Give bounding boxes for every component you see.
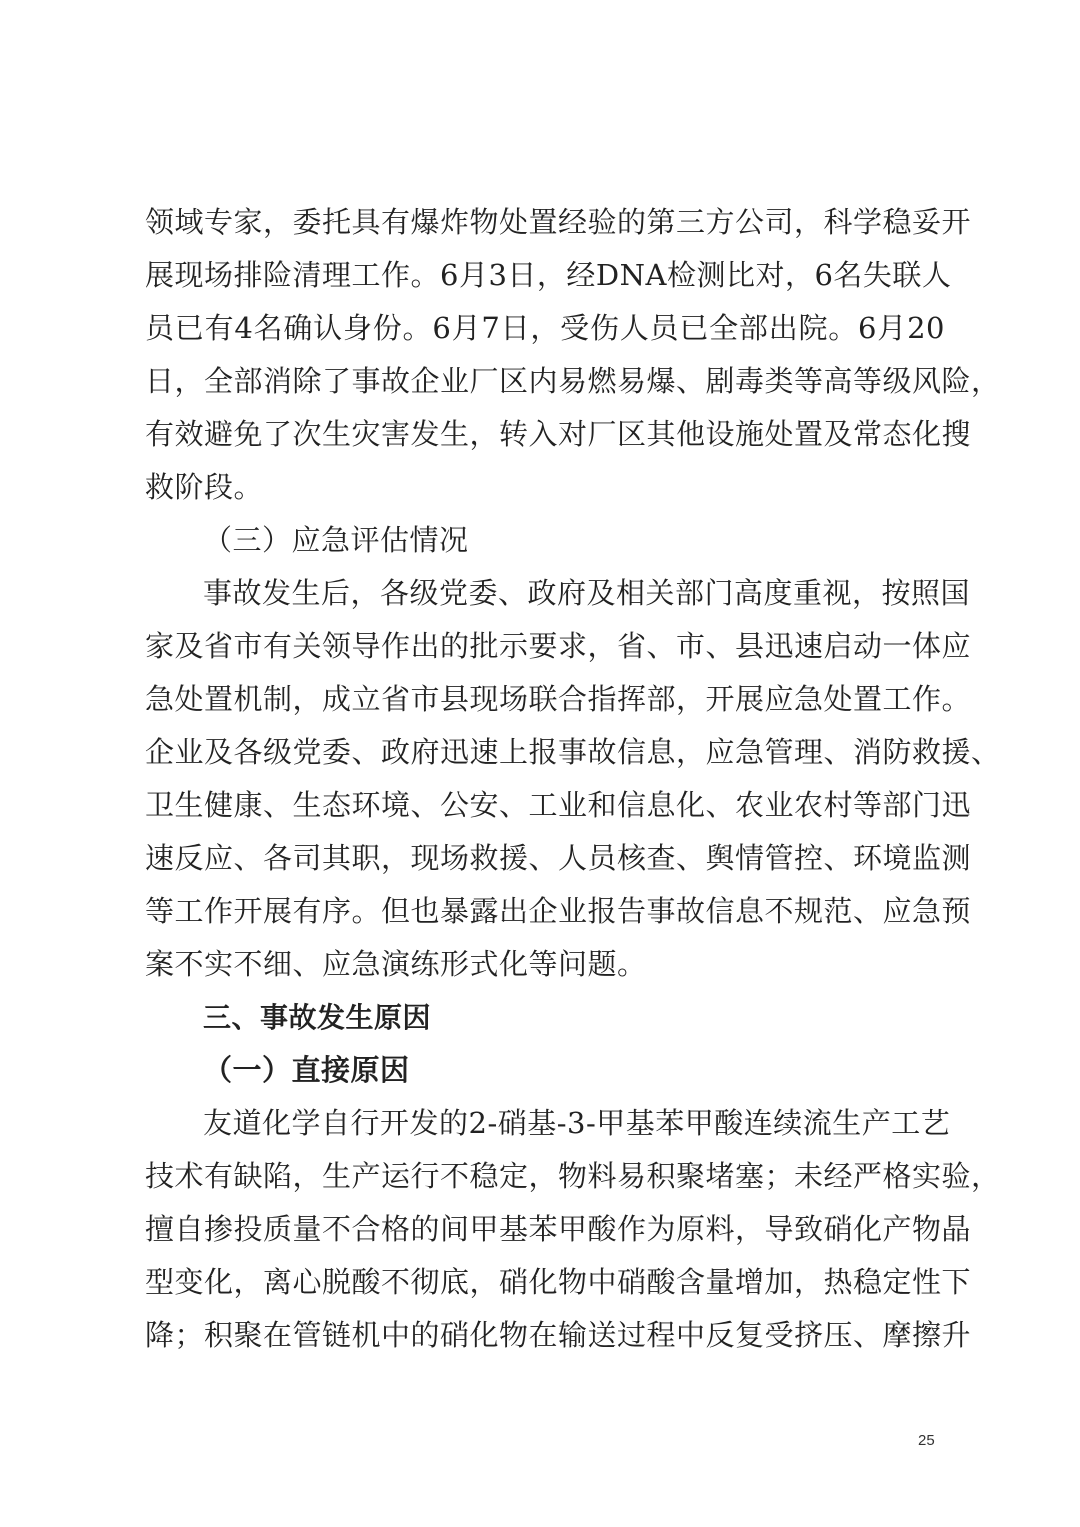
paragraph-line: 事故发生后，各级党委、政府及相关部门高度重视，按照国 [203,576,971,610]
document-body [145,196,1001,1362]
paragraph-line: 等工作开展有序。但也暴露出企业报告事故信息不规范、应急预 [145,894,972,928]
paragraph-line: 日，全部消除了事故企业厂区内易燃易爆、剧毒类等高等级风险， [145,364,1001,398]
section-subheading: （三）应急评估情况 [203,523,469,557]
paragraph-line: 案不实不细、应急演练形式化等问题。 [145,947,647,981]
page-number: 25 [918,1432,935,1449]
section-subheading: （一）直接原因 [203,1053,410,1087]
paragraph-line: 速反应、各司其职，现场救援、人员核查、舆情管控、环境监测 [145,841,972,875]
paragraph-line: 降；积聚在管链机中的硝化物在输送过程中反复受挤压、摩擦升 [145,1318,972,1352]
section-heading: 三、事故发生原因 [203,1001,432,1034]
paragraph-line: 擅自掺投质量不合格的间甲基苯甲酸作为原料，导致硝化产物晶 [145,1212,972,1246]
paragraph-line: 急处置机制，成立省市县现场联合指挥部，开展应急处置工作。 [145,682,972,716]
paragraph-line: 友道化学自行开发的2-硝基-3-甲基苯甲酸连续流生产工艺 [203,1106,951,1140]
paragraph-line: 型变化，离心脱酸不彻底，硝化物中硝酸含量增加，热稳定性下 [145,1265,972,1299]
paragraph-line: 员已有4名确认身份。6月7日，受伤人员已全部出院。6月20 [145,311,945,345]
paragraph-line: 家及省市有关领导作出的批示要求，省、市、县迅速启动一体应 [145,629,972,663]
paragraph-line: 技术有缺陷，生产运行不稳定，物料易积聚堵塞；未经严格实验， [145,1159,1001,1193]
paragraph-line: 展现场排险清理工作。6月3日，经DNA检测比对，6名失联人 [145,258,952,292]
paragraph-line: 企业及各级党委、政府迅速上报事故信息，应急管理、消防救援、 [145,735,1001,769]
paragraph-line: 卫生健康、生态环境、公安、工业和信息化、农业农村等部门迅 [145,788,972,822]
paragraph-line: 领域专家，委托具有爆炸物处置经验的第三方公司，科学稳妥开 [145,205,972,239]
paragraph-line: 救阶段。 [145,470,264,504]
paragraph-line: 有效避免了次生灾害发生，转入对厂区其他设施处置及常态化搜 [145,417,972,451]
